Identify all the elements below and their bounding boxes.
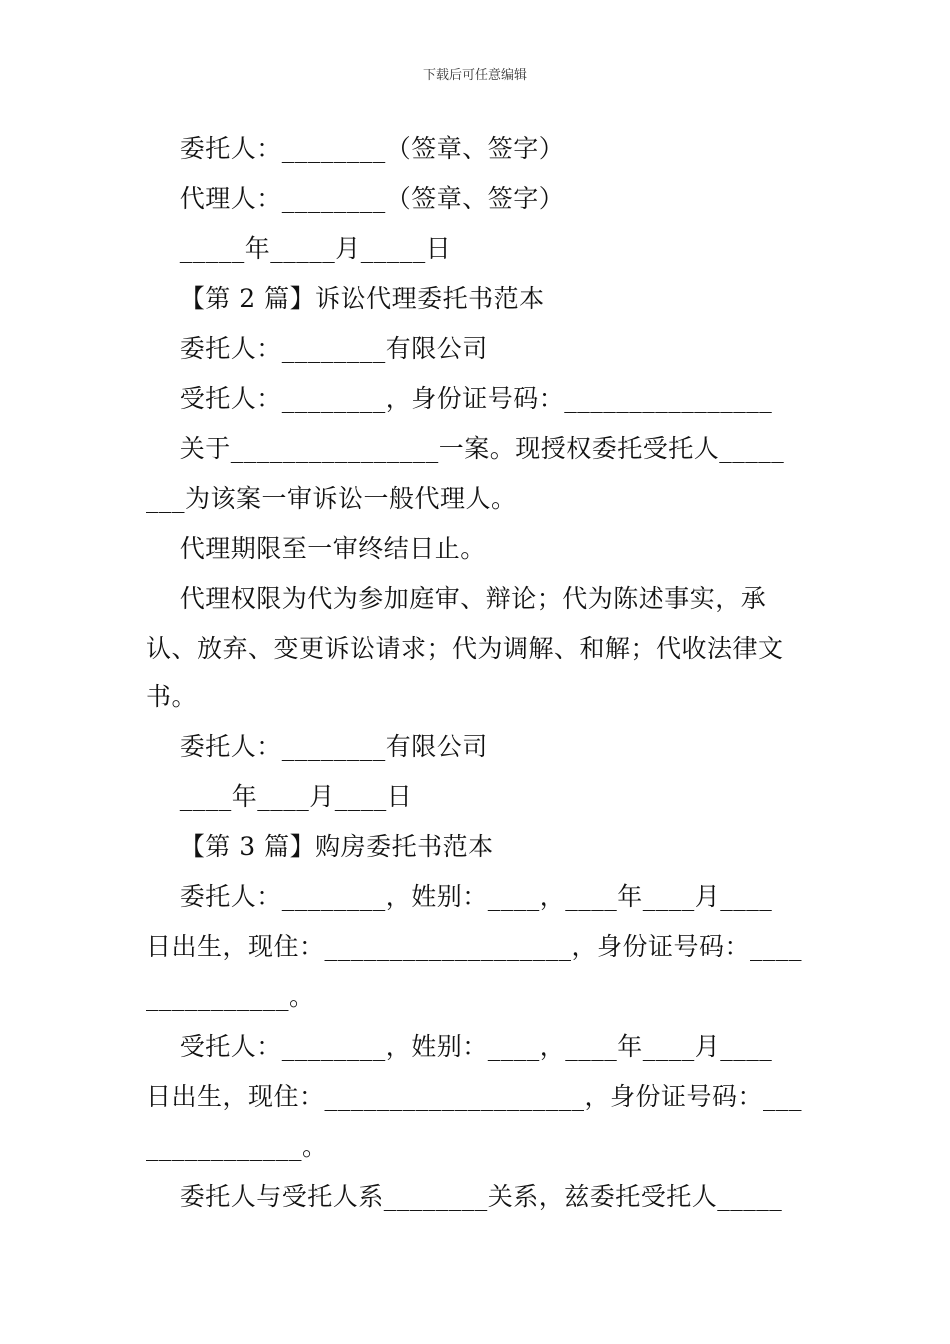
section-heading: 【第 3 篇】购房委托书范本: [146, 832, 494, 861]
text-line: 认、放弃、变更诉讼请求；代为调解、和解；代收法律文: [146, 634, 784, 663]
text-line: 委托人与受托人系________关系，兹委托受托人_____: [146, 1182, 783, 1211]
text-line: ____________。: [146, 1132, 328, 1161]
text-line: 委托人：________（签章、签字）: [146, 134, 565, 163]
text-line: 委托人：________有限公司: [146, 732, 488, 761]
text-line: 受托人：________，身份证号码：________________: [146, 384, 773, 413]
text-line: 代理权限为代为参加庭审、辩论；代为陈述事实，承: [146, 584, 767, 613]
text-line: 委托人：________，姓别：____，____年____月____: [146, 882, 773, 911]
section-heading: 【第 2 篇】诉讼代理委托书范本: [146, 284, 545, 313]
text-line: _____年_____月_____日: [146, 234, 452, 263]
page-header: 下载后可任意编辑: [422, 68, 527, 83]
text-line: 代理期限至一审终结日止。: [146, 534, 486, 563]
text-line: 委托人：________有限公司: [146, 334, 488, 363]
text-line: ____年____月____日: [146, 782, 413, 811]
text-line: 代理人：________（签章、签字）: [146, 184, 565, 213]
text-line: 关于________________一案。现授权委托受托人_____: [146, 434, 785, 463]
text-line: 受托人：________，姓别：____，____年____月____: [146, 1032, 773, 1061]
text-line: 日出生，现住：___________________，身份证号码：____: [146, 932, 803, 961]
text-line: 日出生，现住：____________________，身份证号码：___: [146, 1082, 803, 1111]
text-line: ___________。: [146, 982, 315, 1011]
text-line: 书。: [146, 682, 198, 711]
text-line: ___为该案一审诉讼一般代理人。: [146, 484, 517, 513]
